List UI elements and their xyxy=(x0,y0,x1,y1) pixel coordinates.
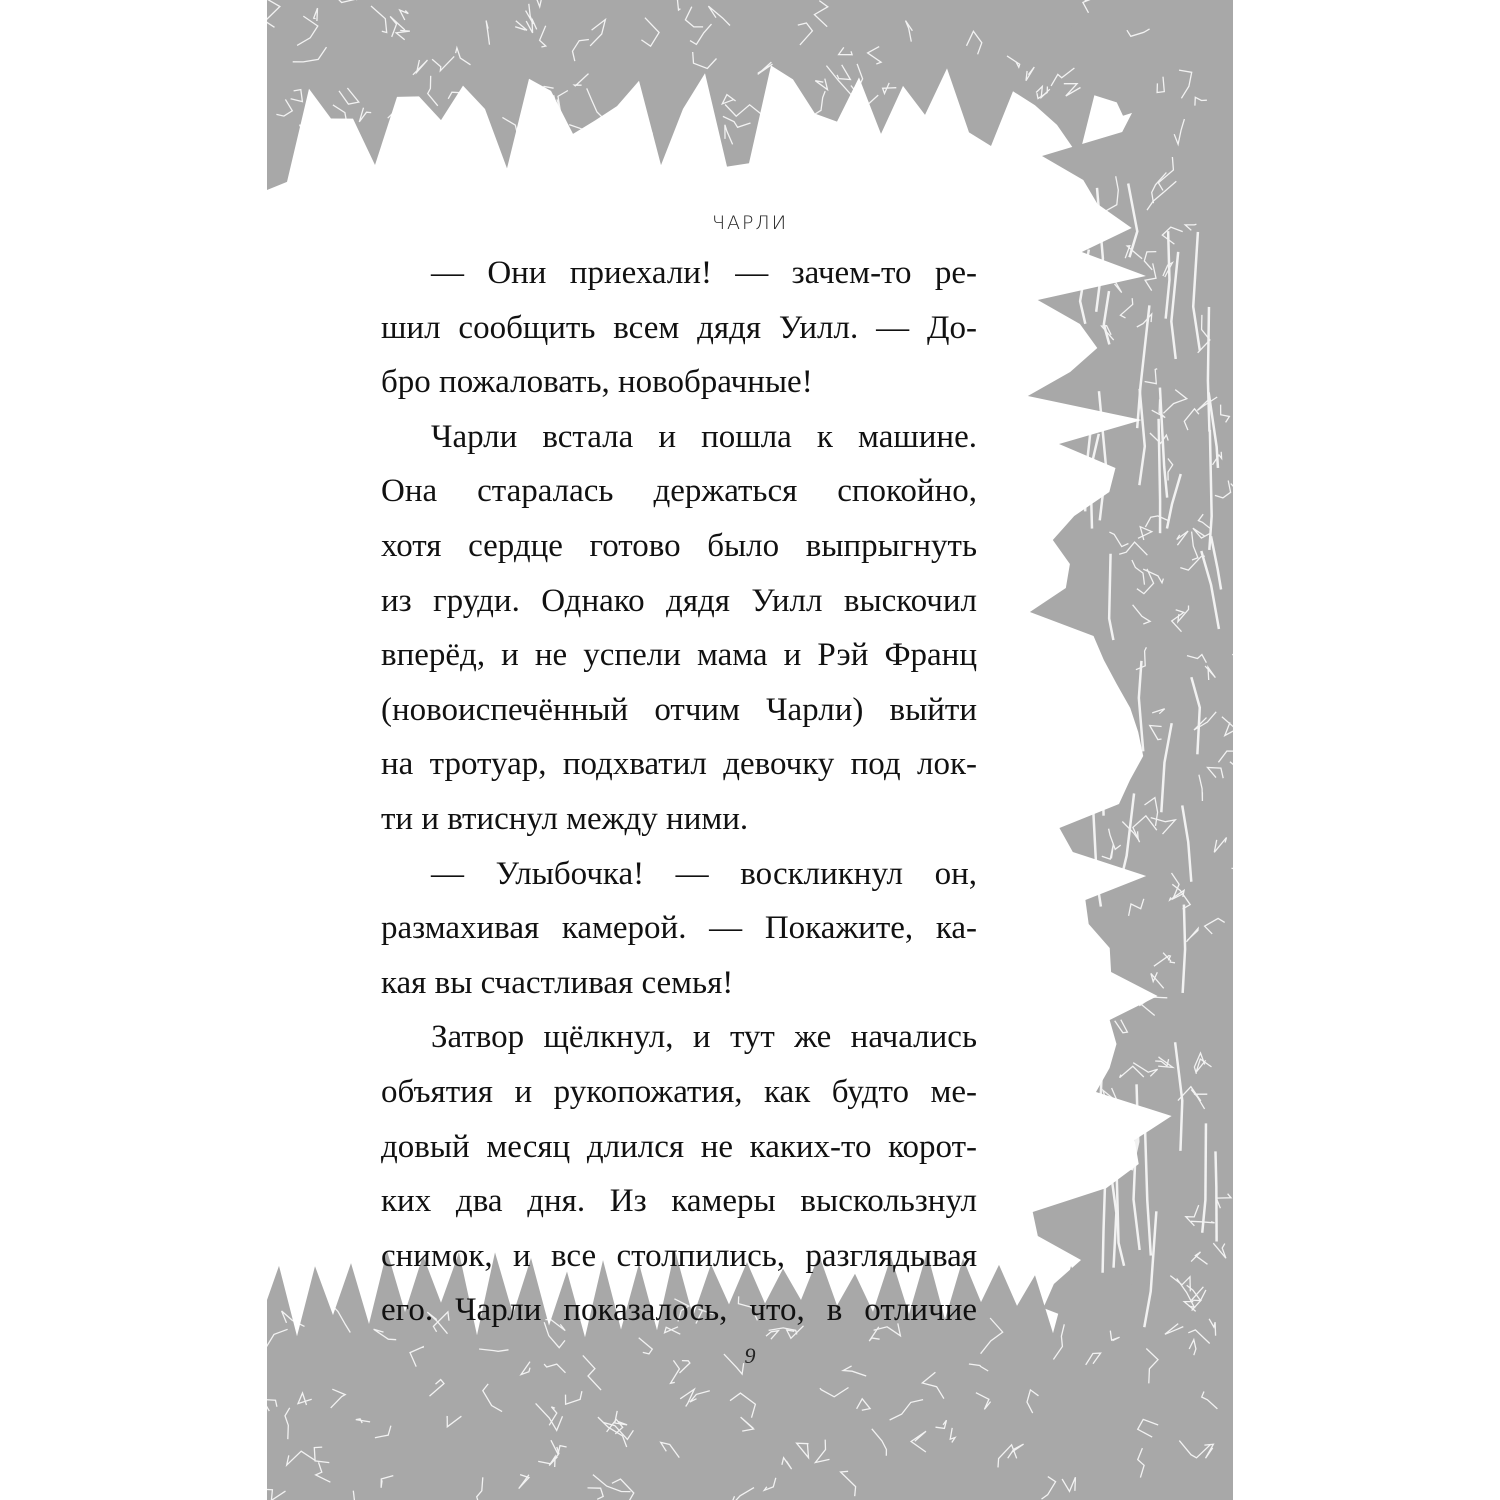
text-line: кая вы счастливая семья! xyxy=(381,964,734,1001)
text-line: Затвор щёлкнул, и тут же начались xyxy=(431,1019,977,1056)
body-text xyxy=(381,246,977,1338)
text-line: Она старалась держаться спокойно, xyxy=(381,473,977,510)
text-line: — Улыбочка! — воскликнул он, xyxy=(431,855,977,892)
text-line: объятия и рукопожатия, как будто ме- xyxy=(381,1073,977,1110)
text-line: ких два дня. Из камеры выскользнул xyxy=(381,1183,977,1220)
text-line: вперёд, и не успели мама и Рэй Франц xyxy=(381,637,977,674)
page-number: 9 xyxy=(744,1343,756,1368)
text-line: на тротуар, подхватил девочку под лок- xyxy=(381,746,977,783)
text-line: довый месяц длился не каких-то корот- xyxy=(381,1128,977,1165)
text-line: (новоиспечённый отчим Чарли) выйти xyxy=(381,691,977,728)
text-line: размахивая камерой. — Покажите, ка- xyxy=(381,910,977,947)
text-line: снимок, и все столпились, разглядывая xyxy=(381,1237,977,1274)
text-line: хотя сердце готово было выпрыгнуть xyxy=(381,527,977,564)
text-line: ти и втиснул между ними. xyxy=(381,800,749,837)
text-line: шил сообщить всем дядя Уилл. — До- xyxy=(381,309,977,346)
text-line: бро пожаловать, новобрачные! xyxy=(381,364,813,401)
text-line: из груди. Однако дядя Уилл выскочил xyxy=(381,582,977,619)
text-line: — Они приехали! — зачем-то ре- xyxy=(431,255,977,291)
book-page xyxy=(267,0,1233,1500)
text-line: Чарли встала и пошла к машине. xyxy=(431,418,977,455)
text-line: его. Чарли показалось, что, в отличие xyxy=(381,1292,977,1329)
running-header: ЧАРЛИ xyxy=(711,212,789,234)
